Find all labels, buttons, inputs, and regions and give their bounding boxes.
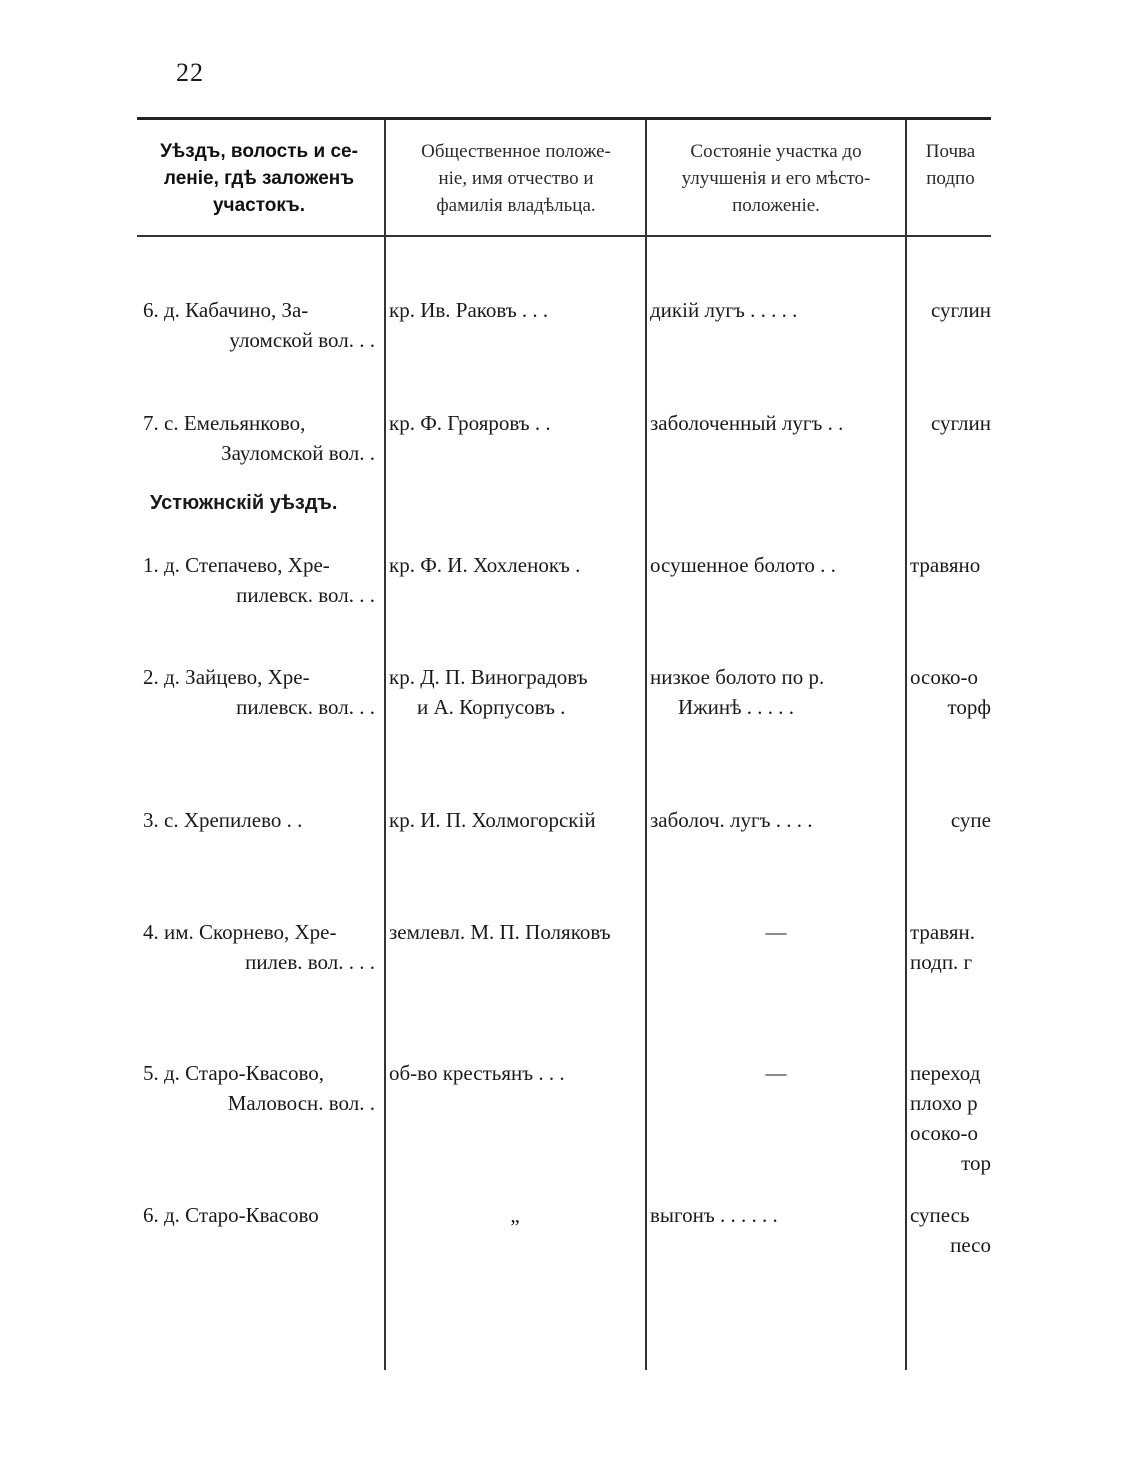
table-row-owner	[389, 550, 641, 580]
cell-line: пилевск. вол. . .	[236, 695, 375, 719]
cell-line: кр. Ф. И. Хохленокъ .	[389, 553, 581, 577]
column-divider-1	[384, 120, 386, 1370]
table-row-place	[143, 550, 375, 610]
header-line: Почва	[925, 141, 976, 162]
header-line: Уѣздъ, волость и се-	[160, 141, 358, 162]
header-line: положеніе.	[732, 195, 820, 216]
header-line: фамилія владѣльца.	[436, 195, 596, 216]
cell-line: 5. д. Старо-Квасово,	[143, 1061, 324, 1085]
table-row-state	[650, 550, 902, 580]
cell-line: 2. д. Зайцево, Хре-	[143, 665, 310, 689]
cell-line: осушенное болото . .	[650, 553, 836, 577]
header-line: Состояніе участка до	[690, 141, 862, 162]
table-row-owner	[389, 1058, 641, 1088]
header-owner	[388, 138, 644, 219]
header-line: участокъ.	[212, 195, 306, 216]
header-line: ніе, имя отчество и	[438, 168, 594, 189]
table-row-state	[650, 295, 902, 325]
cell-line: землевл. М. П. Поляковъ	[389, 920, 611, 944]
table-row-owner	[389, 662, 641, 722]
table-row-state	[650, 662, 902, 722]
header-rule	[137, 235, 991, 237]
header-line: леніе, гдѣ заложенъ	[163, 168, 355, 189]
cell-line: супе	[950, 808, 991, 832]
header-line: Общественное положе-	[421, 141, 611, 162]
cell-line: об-во крестьянъ . . .	[389, 1061, 565, 1085]
cell-line: тор	[961, 1151, 991, 1175]
cell-line: 4. им. Скорнево, Хре-	[143, 920, 337, 944]
table-row-soil	[910, 550, 991, 580]
table-row-owner	[389, 295, 641, 325]
table-row-soil	[910, 805, 991, 835]
cell-line: Зауломской вол. .	[221, 441, 375, 465]
table-row-owner	[389, 1200, 641, 1230]
top-rule	[137, 117, 991, 120]
table-row-soil	[910, 295, 991, 325]
table-row-soil	[910, 662, 991, 722]
cell-line: осоко-о	[910, 665, 978, 689]
cell-line: суглин	[930, 298, 991, 322]
cell-line: 6. д. Старо-Квасово	[143, 1203, 319, 1227]
table-row-place	[143, 805, 375, 835]
table-row-place	[143, 1058, 375, 1118]
cell-line: уломской вол. . .	[229, 328, 375, 352]
column-divider-3	[905, 120, 907, 1370]
table-row-place	[143, 662, 375, 722]
cell-line: выгонъ . . . . . .	[650, 1203, 778, 1227]
table-row-state	[650, 1200, 902, 1230]
header-soil	[910, 138, 991, 192]
cell-line: кр. Д. П. Виноградовъ	[389, 665, 588, 689]
cell-line: суглин	[930, 411, 991, 435]
cell-line: травян.	[910, 920, 976, 944]
cell-line: —	[765, 1061, 787, 1085]
cell-line: кр. Ив. Раковъ . . .	[389, 298, 549, 322]
cell-line: подп. г	[910, 950, 973, 974]
header-district	[137, 138, 381, 219]
table-row-soil	[910, 1200, 991, 1260]
cell-line: пилев. вол. . . .	[245, 950, 375, 974]
table-row-place	[143, 1200, 375, 1230]
cell-line: Ижинѣ . . . . .	[678, 695, 795, 719]
table-row-place	[143, 408, 375, 468]
section-heading: Устюжнскій уѣздъ.	[150, 492, 338, 514]
cell-line: травяно	[910, 553, 981, 577]
table-row-soil	[910, 917, 991, 977]
table-row-state	[650, 408, 902, 438]
cell-line: 3. с. Хрепилево . .	[143, 808, 303, 832]
header-line: подпо	[926, 168, 975, 189]
table-row-owner	[389, 917, 641, 947]
cell-line: кр. И. П. Холмогорскій	[389, 808, 596, 832]
table-row-owner	[389, 408, 641, 438]
header-state	[648, 138, 904, 219]
table-row-soil	[910, 408, 991, 438]
cell-line: переход	[910, 1061, 981, 1085]
cell-line: супесь	[910, 1203, 970, 1227]
cell-line: торф	[947, 695, 991, 719]
cell-line: Маловосн. вол. .	[227, 1091, 375, 1115]
cell-line: „	[510, 1203, 520, 1227]
cell-line: кр. Ф. Грояровъ . .	[389, 411, 551, 435]
cell-line: дикій лугъ . . . . .	[650, 298, 798, 322]
cell-line: заболоченный лугъ . .	[650, 411, 844, 435]
header-line: улучшенія и его мѣсто-	[681, 168, 871, 189]
table-row-place	[143, 917, 375, 977]
cell-line: низкое болото по р.	[650, 665, 825, 689]
cell-line: песо	[950, 1233, 991, 1257]
page-number: 22	[176, 58, 204, 87]
table-row-soil	[910, 1058, 991, 1178]
table-row-place	[143, 295, 375, 355]
table-row-state	[650, 1058, 902, 1088]
cell-line: —	[765, 920, 787, 944]
cell-line: 1. д. Степачево, Хре-	[143, 553, 330, 577]
cell-line: 7. с. Емельянково,	[143, 411, 306, 435]
column-divider-2	[645, 120, 647, 1370]
cell-line: плохо р	[910, 1091, 978, 1115]
cell-line: заболоч. лугъ . . . .	[650, 808, 813, 832]
table-row-state	[650, 805, 902, 835]
cell-line: осоко-о	[910, 1121, 978, 1145]
table-row-state	[650, 917, 902, 947]
cell-line: пилевск. вол. . .	[236, 583, 375, 607]
table-row-owner	[389, 805, 641, 835]
cell-line: и А. Корпусовъ .	[417, 695, 566, 719]
cell-line: 6. д. Кабачино, За-	[143, 298, 309, 322]
